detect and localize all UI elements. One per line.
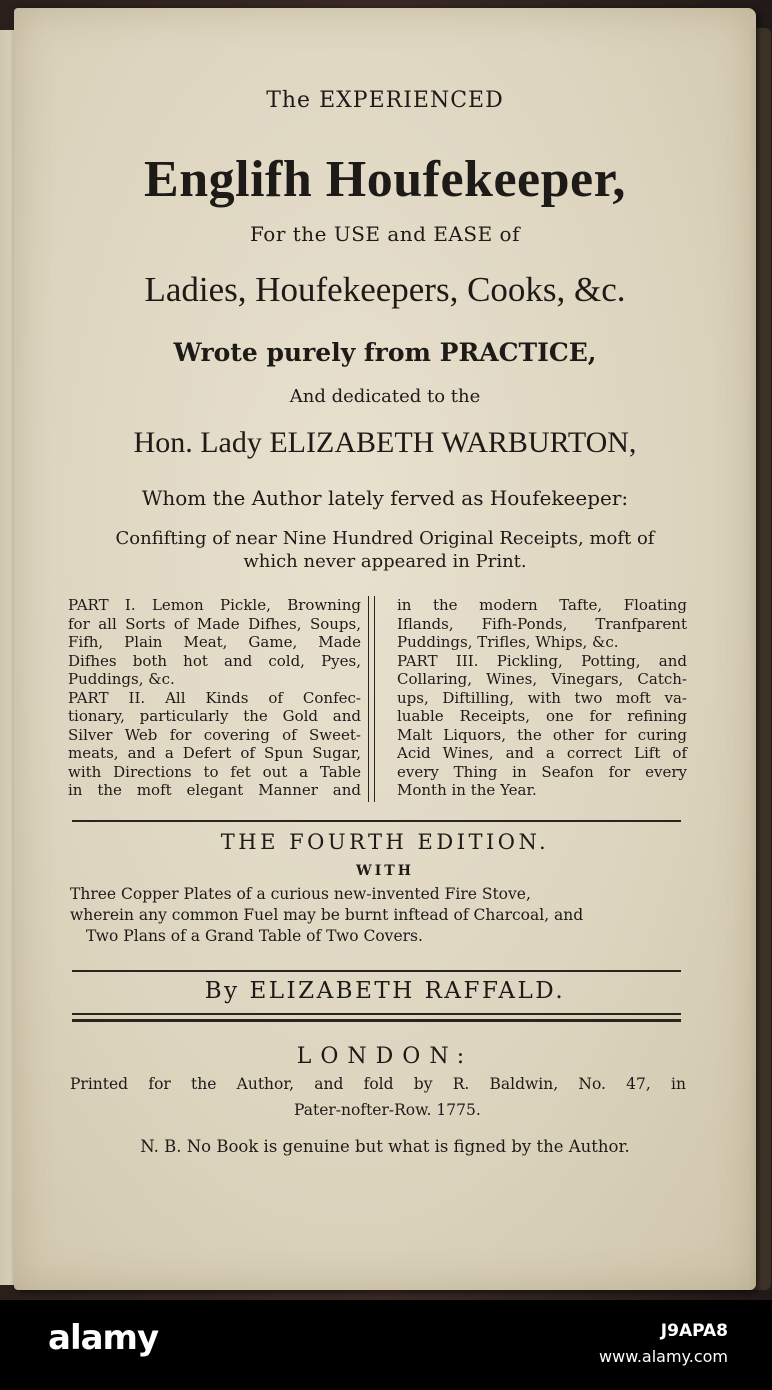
receipts-line-1: Confifting of near Nine Hundred Original Receipts, moft of [115, 528, 655, 549]
contents-line: Malt Liquors, the other for curing [397, 725, 687, 744]
title-line-experienced: The EXPERIENCED [266, 88, 504, 113]
imprint-line: Printed for the Author, and fold by R. Baldwin, No. 47, in [70, 1075, 686, 1093]
divider-rule [72, 820, 681, 822]
contents-line: Silver Web for covering of Sweet- [68, 725, 361, 744]
contents-line: meats, and a Defert of Spun Sugar, [68, 744, 361, 762]
subtitle-practice: Wrote purely from PRACTICE, [173, 338, 597, 367]
edition-with: WITH [356, 863, 414, 879]
contents-line: Fifh, Plain Meat, Game, Made [68, 633, 361, 651]
contents-line: Collaring, Wines, Vinegars, Catch- [397, 670, 687, 688]
author-line: By ELIZABETH RAFFALD. [204, 978, 566, 1004]
contents-line: in the moft elegant Manner and [68, 781, 361, 799]
contents-line: every Thing in Seafon for every [397, 762, 687, 781]
contents-line: Month in the Year. [397, 781, 537, 799]
dedication-detail: Whom the Author lately ferved as Houfekeeper: [141, 486, 629, 510]
imprint-line: Pater-nofter-Row. 1775. [294, 1101, 481, 1119]
authentication-note: N. B. No Book is genuine but what is figned by the Author. [140, 1137, 630, 1156]
dedication-intro: And dedicated to the [289, 386, 481, 407]
contents-line: for all Sorts of Made Difhes, Soups, [68, 614, 361, 633]
contents-line: Iflands, Fifh-Ponds, Tranfparent [397, 614, 687, 633]
contents-line: PART I. Lemon Pickle, Browning [68, 596, 361, 614]
divider-rule [72, 970, 681, 972]
stock-url: www.alamy.com [599, 1347, 728, 1366]
contents-line: Difhes both hot and cold, Pyes, [68, 651, 361, 670]
contents-line: in the modern Tafte, Floating [397, 596, 687, 614]
page-edge-shadow [749, 28, 771, 1290]
subtitle-audience: Ladies, Houfekeepers, Cooks, &c. [144, 270, 626, 309]
contents-line: Puddings, Trifles, Whips, &c. [397, 633, 619, 651]
stock-meta [599, 1318, 728, 1370]
column-divider [368, 596, 375, 802]
contents-line: ups, Diftilling, with two moft va- [397, 688, 687, 707]
receipts-line-2: which never appeared in Print. [243, 551, 527, 572]
imprint-place: LONDON: [296, 1044, 474, 1069]
edition-line: Two Plans of a Grand Table of Two Covers. [86, 927, 423, 945]
dedicatee: Hon. Lady ELIZABETH WARBURTON, [133, 426, 637, 459]
contents-line: PART II. All Kinds of Confec- [68, 688, 361, 707]
image-id: J9APA8 [660, 1321, 728, 1341]
contents-line: tionary, particularly the Gold and [68, 707, 361, 725]
divider-rule [72, 1013, 681, 1015]
contents-column-left [68, 596, 361, 800]
main-title: Englifh Houfekeeper, [144, 151, 626, 208]
title-page [14, 8, 756, 1290]
subtitle-use-and-ease: For the USE and EASE of [250, 222, 520, 246]
contents-column-right [397, 596, 687, 800]
contents-line: with Directions to fet out a Table [68, 762, 361, 781]
contents-line: PART III. Pickling, Potting, and [397, 651, 687, 670]
edition-line: wherein any common Fuel may be burnt inftead of Charcoal, and [70, 906, 584, 924]
contents-line: Acid Wines, and a correct Lift of [397, 744, 687, 762]
edition-heading: THE FOURTH EDITION. [220, 830, 550, 854]
edition-line: Three Copper Plates of a curious new-invented Fire Stove, [70, 885, 531, 903]
contents-line: luable Receipts, one for refining [397, 707, 687, 725]
contents-line: Puddings, &c. [68, 670, 175, 688]
divider-rule-thick [72, 1019, 681, 1022]
stock-logo: alamy [48, 1318, 159, 1358]
